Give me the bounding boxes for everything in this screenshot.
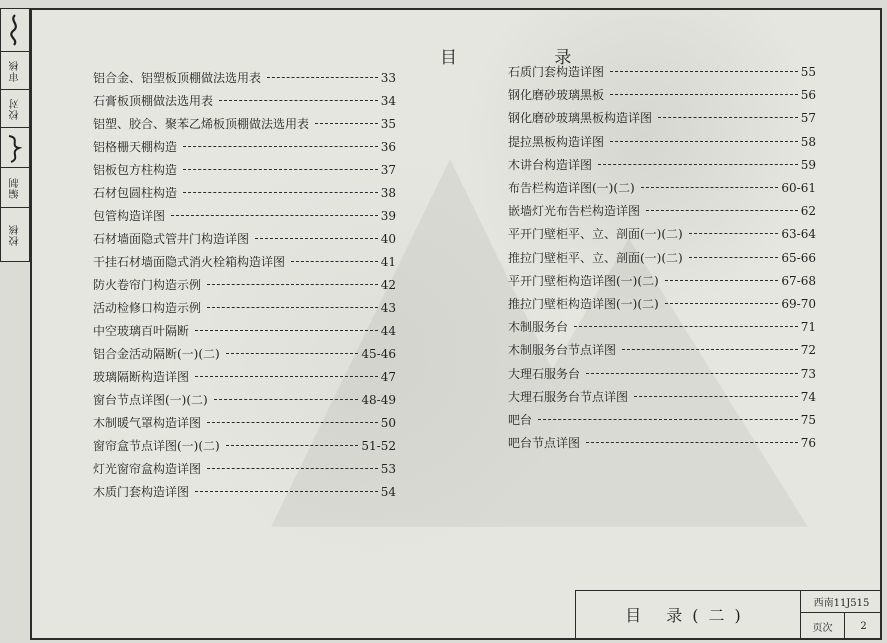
toc-entry-page: 44 — [380, 324, 396, 338]
toc-leader-dashes — [646, 210, 798, 211]
strip-cell-1 — [1, 9, 29, 51]
toc-entry-title: 嵌墙灯光布告栏构造详图 — [508, 204, 641, 218]
toc-entry-page: 45-46 — [361, 347, 396, 361]
toc-entry-page: 56 — [800, 88, 816, 102]
strip-cell-2 — [1, 51, 29, 89]
toc-leader-dashes — [267, 77, 378, 78]
toc-entry-page: 69-70 — [781, 297, 816, 311]
toc-entry-page: 42 — [380, 278, 396, 292]
toc-leader-dashes — [183, 146, 378, 147]
signature-strip — [0, 8, 30, 262]
strip-label-2: 校对 — [9, 97, 21, 120]
toc-entry-page: 33 — [380, 71, 396, 85]
toc-entry[interactable] — [508, 226, 832, 242]
toc-entry-page: 43 — [380, 301, 396, 315]
toc-entry-page: 36 — [380, 140, 396, 154]
toc-leader-dashes — [291, 261, 378, 262]
toc-entry-title: 大理石服务台 — [508, 367, 581, 381]
toc-leader-dashes — [214, 399, 359, 400]
toc-entry-title: 石质门套构造详图 — [508, 65, 605, 79]
toc-entry[interactable] — [93, 461, 412, 477]
title-block-code: 西南11J515 — [801, 591, 882, 613]
toc-entry-title: 灯光窗帘盒构造详图 — [93, 462, 202, 476]
strip-cell-4 — [1, 127, 29, 167]
toc-entry-title: 钢化磨砂玻璃黑板 — [508, 88, 605, 102]
toc-entry-title: 大理石服务台节点详图 — [508, 390, 629, 404]
toc-entry[interactable] — [508, 87, 832, 103]
toc-entry-page: 38 — [380, 186, 396, 200]
toc-entry-title: 平开门壁柜构造详图(一)(二) — [508, 274, 659, 288]
toc-leader-dashes — [665, 280, 779, 281]
toc-entry-page: 65-66 — [781, 251, 816, 265]
toc-entry[interactable] — [93, 415, 412, 431]
toc-leader-dashes — [207, 284, 378, 285]
toc-entry-title: 木制暖气罩构造详图 — [93, 416, 202, 430]
toc-entry[interactable] — [508, 389, 832, 405]
toc-entry-title: 推拉门壁柜构造详图(一)(二) — [508, 297, 659, 311]
toc-entry[interactable] — [93, 484, 412, 500]
toc-entry[interactable] — [508, 250, 832, 266]
toc-entry-page: 35 — [380, 117, 396, 131]
title-block — [575, 590, 881, 638]
toc-entry-title: 窗台节点详图(一)(二) — [93, 393, 208, 407]
toc-leader-dashes — [634, 396, 798, 397]
title-block-right — [801, 591, 882, 638]
title-block-page-label: 页次 — [801, 613, 845, 639]
toc-entry-page: 63-64 — [781, 227, 816, 241]
toc-leader-dashes — [586, 442, 798, 443]
strip-label-3: 编制 — [9, 176, 21, 199]
toc-leader-dashes — [207, 307, 378, 308]
title-block-page-number: 2 — [860, 620, 867, 632]
toc-entry-page: 54 — [380, 485, 396, 499]
toc-entry-page: 62 — [800, 204, 816, 218]
toc-entry[interactable] — [93, 139, 412, 155]
toc-entry-title: 铝板包方柱构造 — [93, 163, 178, 177]
toc-entry[interactable] — [508, 296, 832, 312]
toc-entry[interactable] — [93, 185, 412, 201]
toc-entry-title: 铝合金、铝塑板顶棚做法选用表 — [93, 71, 262, 85]
toc-entry-page: 57 — [800, 111, 816, 125]
toc-leader-dashes — [171, 215, 378, 216]
toc-leader-dashes — [598, 164, 798, 165]
toc-leader-dashes — [574, 326, 798, 327]
toc-entry[interactable] — [93, 438, 412, 454]
toc-entry[interactable] — [93, 346, 412, 362]
toc-entry-title: 木讲台构造详图 — [508, 158, 593, 172]
toc-entry-page: 53 — [380, 462, 396, 476]
toc-entry-title: 干挂石材墙面隐式消火栓箱构造详图 — [93, 255, 286, 269]
toc-entry-title: 防火卷帘门构造示例 — [93, 278, 202, 292]
toc-entry[interactable] — [508, 319, 832, 335]
toc-leader-dashes — [183, 192, 378, 193]
toc-entry[interactable] — [93, 323, 412, 339]
toc-leader-dashes — [622, 349, 798, 350]
toc-entry[interactable] — [508, 64, 832, 80]
toc-entry[interactable] — [93, 70, 412, 86]
toc-entry-page: 74 — [800, 390, 816, 404]
signature-scribble-icon — [5, 13, 25, 47]
toc-entry-title: 钢化磨砂玻璃黑板构造详图 — [508, 111, 653, 125]
toc-entry[interactable] — [508, 157, 832, 173]
toc-entry-title: 木制服务台 — [508, 320, 569, 334]
toc-leader-dashes — [641, 187, 779, 188]
toc-leader-dashes — [586, 373, 798, 374]
toc-leader-dashes — [207, 422, 378, 423]
toc-entry-page: 67-68 — [781, 274, 816, 288]
strip-cell-3 — [1, 89, 29, 127]
signature-scribble-icon — [5, 132, 25, 164]
toc-entry-page: 40 — [380, 232, 396, 246]
toc-entry-page: 34 — [380, 94, 396, 108]
toc-leader-dashes — [195, 376, 378, 377]
toc-entry-page: 76 — [800, 436, 816, 450]
toc-entry[interactable] — [93, 116, 412, 132]
toc-leader-dashes — [538, 419, 798, 420]
toc-entry[interactable] — [93, 208, 412, 224]
toc-entry-title: 木制服务台节点详图 — [508, 343, 617, 357]
toc-entry[interactable] — [508, 110, 832, 126]
toc-leader-dashes — [219, 100, 378, 101]
toc-leader-dashes — [226, 445, 359, 446]
page-title: 目 录 — [440, 48, 618, 68]
toc-entry-title: 玻璃隔断构造详图 — [93, 370, 190, 384]
toc-entry-page: 73 — [800, 367, 816, 381]
toc-entry-page: 47 — [380, 370, 396, 384]
toc-entry-page: 75 — [800, 413, 816, 427]
toc-entry-title: 中空玻璃百叶隔断 — [93, 324, 190, 338]
toc-entry-page: 37 — [380, 163, 396, 177]
toc-entry[interactable] — [508, 342, 832, 358]
toc-leader-dashes — [689, 257, 779, 258]
toc-entry[interactable] — [93, 162, 412, 178]
toc-entry-title: 木质门套构造详图 — [93, 485, 190, 499]
toc-entry-page: 55 — [800, 65, 816, 79]
toc-entry-title: 铝格栅天棚构造 — [93, 140, 178, 154]
toc-leader-dashes — [226, 353, 359, 354]
toc-entry[interactable] — [93, 93, 412, 109]
toc-leader-dashes — [610, 94, 798, 95]
strip-label-1: 审核 — [9, 59, 21, 82]
toc-entry[interactable] — [93, 392, 412, 408]
toc-entry-page: 39 — [380, 209, 396, 223]
toc-entry-page: 58 — [800, 135, 816, 149]
toc-entry-title: 铝合金活动隔断(一)(二) — [93, 347, 220, 361]
toc-entry[interactable] — [508, 412, 832, 428]
toc-entry-page: 41 — [380, 255, 396, 269]
toc-entry-title: 布告栏构造详图(一)(二) — [508, 181, 635, 195]
toc-entry[interactable] — [508, 435, 832, 451]
toc-entry[interactable] — [93, 231, 412, 247]
toc-entry[interactable] — [93, 254, 412, 270]
toc-entry-title: 吧台节点详图 — [508, 436, 581, 450]
toc-entry-title: 窗帘盒节点详图(一)(二) — [93, 439, 220, 453]
toc-leader-dashes — [207, 468, 378, 469]
toc-entry-title: 石膏板顶棚做法选用表 — [93, 94, 214, 108]
toc-entry[interactable] — [93, 369, 412, 385]
toc-entry-page: 59 — [800, 158, 816, 172]
toc-entry-page: 51-52 — [361, 439, 396, 453]
toc-leader-dashes — [255, 238, 378, 239]
toc-entry-title: 提拉黑板构造详图 — [508, 135, 605, 149]
strip-label-4: 校核 — [9, 223, 21, 246]
toc-leader-dashes — [183, 169, 378, 170]
toc-entry-page: 72 — [800, 343, 816, 357]
toc-entry-page: 48-49 — [361, 393, 396, 407]
toc-leader-dashes — [610, 71, 798, 72]
toc-leader-dashes — [658, 117, 798, 118]
toc-entry[interactable] — [93, 300, 412, 316]
toc-entry-title: 吧台 — [508, 413, 533, 427]
toc-entry[interactable] — [508, 180, 832, 196]
toc-leader-dashes — [610, 141, 798, 142]
toc-entry-page: 71 — [800, 320, 816, 334]
toc-leader-dashes — [689, 233, 779, 234]
toc-entry[interactable] — [93, 277, 412, 293]
strip-cell-5 — [1, 167, 29, 207]
toc-entry[interactable] — [508, 203, 832, 219]
toc-leader-dashes — [195, 330, 378, 331]
toc-entry-title: 平开门壁柜平、立、剖面(一)(二) — [508, 227, 683, 241]
toc-leader-dashes — [315, 123, 378, 124]
toc-leader-dashes — [195, 491, 378, 492]
toc-entry[interactable] — [508, 273, 832, 289]
toc-entry-page: 50 — [380, 416, 396, 430]
strip-cell-6 — [1, 207, 29, 261]
toc-entry-title: 活动检修口构造示例 — [93, 301, 202, 315]
toc-entry-page: 60-61 — [781, 181, 816, 195]
toc-entry-title: 包管构造详图 — [93, 209, 166, 223]
title-block-name: 目 录(二) — [576, 591, 801, 638]
toc-entry[interactable] — [508, 134, 832, 150]
toc-leader-dashes — [665, 303, 779, 304]
toc-entry-title: 推拉门壁柜平、立、剖面(一)(二) — [508, 251, 683, 265]
toc-entry-title: 石材墙面隐式管井门构造详图 — [93, 232, 250, 246]
toc-entry-title: 石材包圆柱构造 — [93, 186, 178, 200]
toc-entry-title: 铝塑、胶合、聚苯乙烯板顶棚做法选用表 — [93, 117, 310, 131]
toc-entry[interactable] — [508, 366, 832, 382]
